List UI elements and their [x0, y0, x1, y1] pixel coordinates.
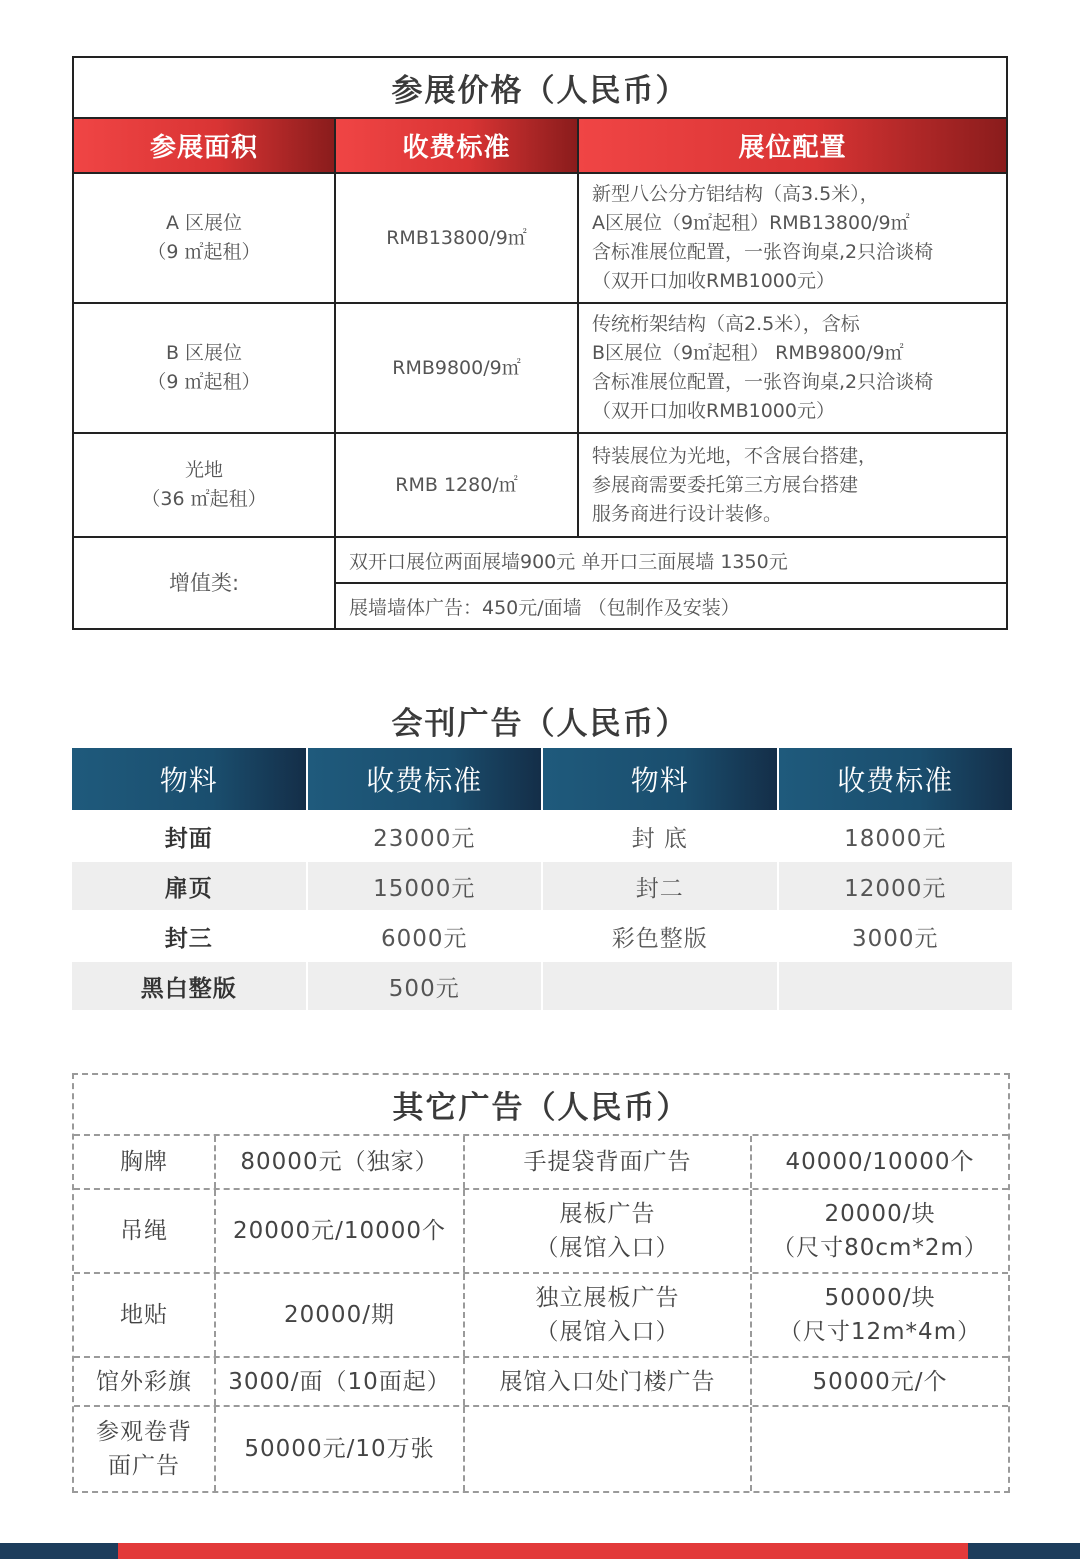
fee-cell: 3000元: [851, 925, 939, 952]
area-min: （36 ㎡起租）: [141, 488, 267, 510]
cell-line: 吊绳: [120, 1218, 168, 1244]
price-value: RMB 1280/㎡: [395, 473, 518, 496]
cell-line: 80000元（独家）: [240, 1149, 439, 1175]
header-area: 参展面积: [74, 119, 336, 172]
material-cell: 黑白整版: [72, 962, 306, 1010]
item-cell: [465, 1358, 752, 1405]
price-cell: [752, 1136, 1008, 1188]
area-name: B 区展位: [165, 342, 243, 364]
config-line: 新型八公分方铝结构（高3.5米），: [592, 183, 879, 205]
material-cell: 彩色整版: [611, 925, 708, 952]
table-row: [72, 912, 1012, 960]
header-fee: 收费标准: [779, 748, 1013, 810]
cell-line: 50000/块: [824, 1285, 936, 1311]
cell-line: 20000元/10000个: [232, 1218, 447, 1244]
item-cell: [465, 1190, 752, 1272]
price-cell: [216, 1136, 465, 1188]
header-fee: 收费标准: [308, 748, 542, 810]
table-row: [72, 962, 1012, 1010]
fee-cell: [779, 962, 1013, 1010]
config-line: 传统桁架结构（高2.5米），含标: [592, 313, 860, 335]
exhibition-price-table: [72, 56, 1008, 630]
fee-cell: 18000元: [844, 825, 947, 852]
area-min: （9 ㎡起租）: [147, 241, 261, 263]
config-line: A区展位（9㎡起租）RMB13800/9㎡: [592, 212, 910, 234]
journal-ads-table: [72, 748, 1012, 1010]
cell-line: 展馆入口处门楼广告: [499, 1368, 716, 1395]
price-value: RMB9800/9㎡: [392, 356, 521, 379]
price-cell: [752, 1407, 1008, 1491]
table-row: [74, 1407, 1008, 1491]
price-value: RMB13800/9㎡: [386, 226, 527, 249]
table-row: [74, 1136, 1008, 1190]
material-cell: [543, 962, 777, 1010]
area-cell: [74, 434, 336, 536]
header-material: 物料: [72, 748, 306, 810]
cell-line: 20000/块: [824, 1201, 936, 1227]
journal-header-row: [72, 748, 1012, 810]
area-cell: [74, 174, 336, 302]
material-cell: 封三: [164, 925, 213, 952]
fee-cell: 23000元: [373, 825, 476, 852]
price-cell: [752, 1358, 1008, 1405]
config-line: 特装展位为光地，不含展台搭建，: [592, 444, 878, 467]
cell-line: 胸牌: [120, 1149, 168, 1175]
material-cell: 封 底: [631, 825, 688, 852]
config-cell: [579, 174, 1006, 302]
material-cell: 扉页: [72, 862, 306, 910]
value-added-label-cell: [74, 538, 336, 628]
area-name: A 区展位: [165, 212, 243, 234]
value-added-label: 增值类:: [168, 570, 240, 595]
cell-line: （展馆入口）: [535, 1319, 680, 1345]
item-cell: [74, 1274, 216, 1356]
table-row: [74, 1358, 1008, 1407]
table-row: [72, 812, 1012, 860]
cell-line: 独立展板广告: [535, 1285, 680, 1311]
price-cell: [336, 304, 579, 432]
cell-line: 面广告: [108, 1453, 180, 1479]
item-cell: [465, 1274, 752, 1356]
table-row: [74, 1190, 1008, 1274]
cell-line: （尺寸80cm*2m）: [772, 1235, 988, 1261]
cell-line: （尺寸12m*4m）: [778, 1319, 982, 1345]
config-line: 含标准展位配置，一张咨询桌,2只洽谈椅: [592, 241, 934, 263]
cell-line: 50000元/个: [812, 1368, 948, 1395]
cell-line: 手提袋背面广告: [523, 1149, 692, 1175]
fee-cell: 15000元: [308, 862, 542, 910]
table-row: [72, 862, 1012, 910]
price-cell: [336, 434, 579, 536]
config-line: （双开口加收RMB1000元）: [592, 270, 835, 292]
config-line: 服务商进行设计装修。: [592, 502, 783, 525]
price-cell: [216, 1358, 465, 1405]
value-added-line: 双开口展位两面展墙900元 单开口三面展墙 1350元: [336, 538, 1006, 584]
price-cell: [216, 1190, 465, 1272]
config-cell: [579, 304, 1006, 432]
price-cell: [752, 1190, 1008, 1272]
area-cell: [74, 304, 336, 432]
item-cell: [74, 1407, 216, 1491]
config-line: （双开口加收RMB1000元）: [592, 400, 835, 422]
value-added-row: [74, 538, 1006, 628]
price-cell: [216, 1407, 465, 1491]
other-ads-table: [72, 1073, 1010, 1493]
cell-line: 20000/期: [284, 1302, 395, 1328]
header-config: 展位配置: [579, 119, 1006, 172]
table-row: [74, 304, 1006, 434]
cell-line: （展馆入口）: [535, 1235, 680, 1261]
item-cell: [74, 1190, 216, 1272]
exhibition-header-row: [74, 119, 1006, 174]
fee-cell: 12000元: [779, 862, 1013, 910]
item-cell: [465, 1407, 752, 1491]
fee-cell: 6000元: [380, 925, 468, 952]
table-row: [74, 1274, 1008, 1358]
table-row: [74, 434, 1006, 538]
other-ads-title: 其它广告（人民币）: [74, 1075, 1008, 1136]
cell-line: 参观卷背: [96, 1419, 192, 1445]
header-fee: 收费标准: [336, 119, 579, 172]
header-material: 物料: [543, 748, 777, 810]
cell-line: 50000元/10万张: [244, 1436, 435, 1462]
cell-line: 地贴: [120, 1302, 168, 1328]
exhibition-price-title: 参展价格（人民币）: [74, 58, 1006, 119]
item-cell: [74, 1136, 216, 1188]
material-cell: 封二: [543, 862, 777, 910]
price-cell: [752, 1274, 1008, 1356]
area-min: （9 ㎡起租）: [147, 371, 261, 393]
material-cell: 封面: [164, 825, 213, 852]
config-line: B区展位（9㎡起租） RMB9800/9㎡: [592, 342, 904, 364]
cell-line: 展板广告: [559, 1201, 656, 1227]
item-cell: [465, 1136, 752, 1188]
config-cell: [579, 434, 1006, 536]
cell-line: 3000/面（10面起）: [228, 1368, 451, 1395]
cell-line: 馆外彩旗: [96, 1368, 192, 1395]
footer-red-stripe: [118, 1543, 968, 1559]
cell-line: 40000/10000个: [785, 1149, 975, 1175]
fee-cell: 500元: [308, 962, 542, 1010]
price-cell: [336, 174, 579, 302]
journal-ads-title: 会刊广告（人民币）: [391, 706, 689, 742]
item-cell: [74, 1358, 216, 1405]
value-added-items: [336, 538, 1006, 628]
price-cell: [216, 1274, 465, 1356]
config-line: 含标准展位配置，一张咨询桌,2只洽谈椅: [592, 371, 934, 393]
area-name: 光地: [184, 459, 223, 481]
table-row: [74, 174, 1006, 304]
config-line: 参展商需要委托第三方展台搭建: [592, 473, 859, 496]
value-added-line: 展墙墙体广告：450元/面墙 （包制作及安装）: [349, 596, 740, 619]
footer-decorative-bar: [0, 1543, 1080, 1559]
